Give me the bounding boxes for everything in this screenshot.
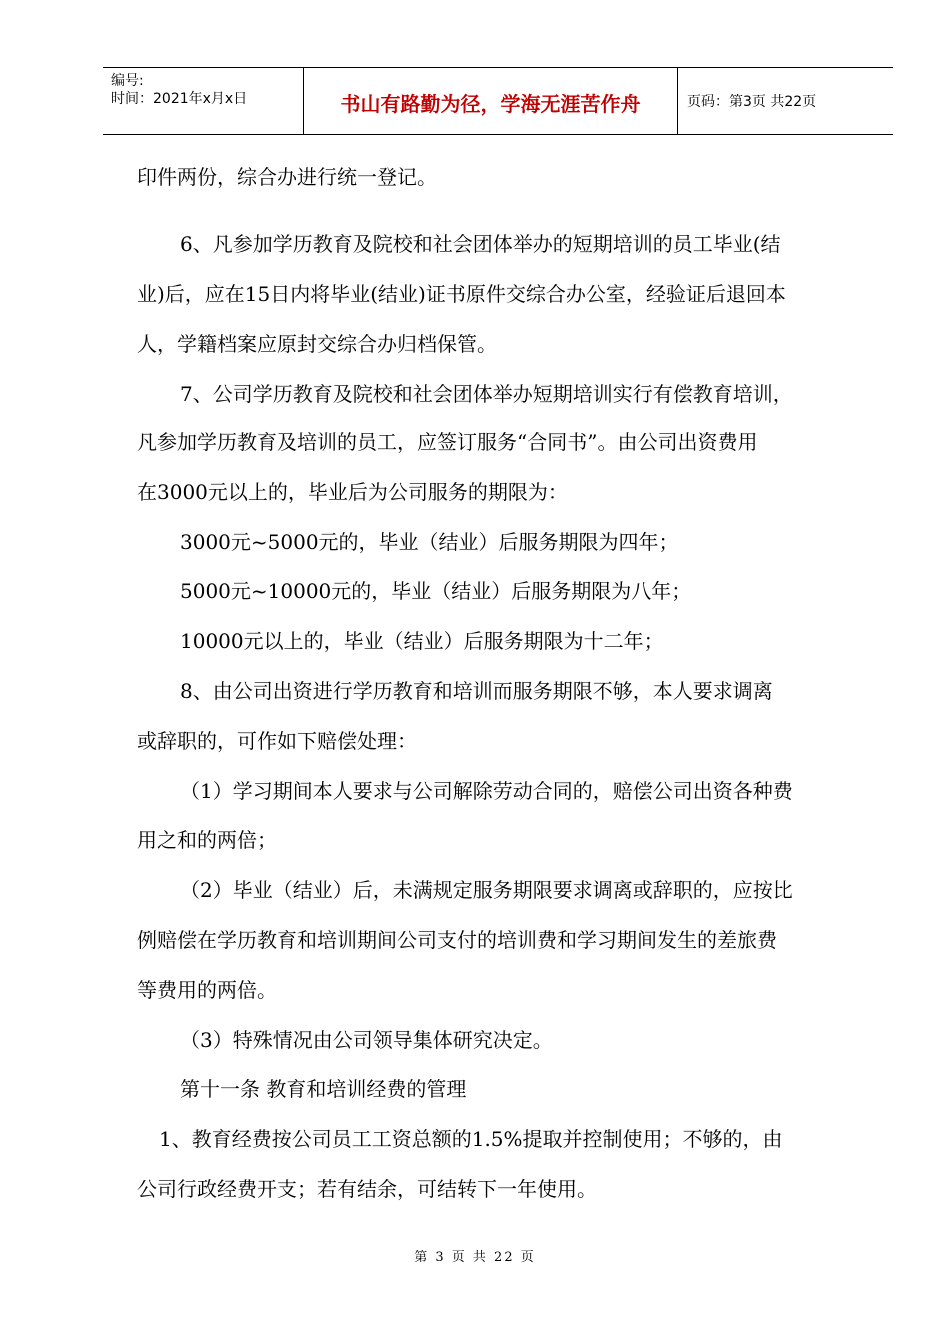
header-motto: 书山有路勤为径，学海无涯苦作舟 xyxy=(340,91,641,116)
body-line: 等费用的两倍。 xyxy=(137,978,277,1002)
body-line: 用之和的两倍； xyxy=(137,828,277,852)
header-page-cell xyxy=(678,68,893,134)
body-line: 凡参加学历教育及培训的员工，应签订服务“合同书”。由公司出资费用 xyxy=(137,430,758,454)
body-line: 5000元~10000元的，毕业（结业）后服务期限为八年； xyxy=(180,579,692,603)
body-line: （1）学习期间本人要求与公司解除劳动合同的，赔偿公司出资各种费 xyxy=(180,779,793,803)
body-line: 3000元~5000元的，毕业（结业）后服务期限为四年； xyxy=(180,530,679,554)
body-line: 在3000元以上的，毕业后为公司服务的期限为： xyxy=(137,480,568,504)
body-line: 公司行政经费开支；若有结余，可结转下一年使用。 xyxy=(137,1177,597,1201)
body-line: 8、由公司出资进行学历教育和培训而服务期限不够，本人要求调离 xyxy=(180,679,773,703)
header-meta-cell xyxy=(103,68,304,134)
body-line: 人，学籍档案应原封交综合办归档保管。 xyxy=(137,332,497,356)
page-footer: 第 3 页 共 22 页 xyxy=(414,1250,536,1265)
page-header xyxy=(103,67,893,135)
body-line: 业)后，应在15日内将毕业(结业)证书原件交综合办公室，经验证后退回本 xyxy=(137,282,786,306)
document-time-label: 时间：2021年x月x日 xyxy=(111,91,248,107)
header-page-code: 页码：第3页 共22页 xyxy=(687,94,817,110)
body-line: 1、教育经费按公司员工工资总额的1.5%提取并控制使用；不够的，由 xyxy=(159,1127,783,1151)
body-line: 印件两份，综合办进行统一登记。 xyxy=(137,165,437,189)
body-line: 例赔偿在学历教育和培训期间公司支付的培训费和学习期间发生的差旅费 xyxy=(137,928,777,952)
document-number-label: 编号: xyxy=(111,73,144,89)
body-line: （3）特殊情况由公司领导集体研究决定。 xyxy=(180,1028,553,1052)
body-line: 10000元以上的，毕业（结业）后服务期限为十二年； xyxy=(180,629,664,653)
section-heading: 第十一条 教育和培训经费的管理 xyxy=(180,1077,467,1101)
body-line: 6、凡参加学历教育及院校和社会团体举办的短期培训的员工毕业(结 xyxy=(180,232,781,256)
body-line: （2）毕业（结业）后，未满规定服务期限要求调离或辞职的，应按比 xyxy=(180,878,793,902)
body-line: 7、公司学历教育及院校和社会团体举办短期培训实行有偿教育培训， xyxy=(180,382,793,406)
header-motto-cell xyxy=(304,68,678,134)
body-line: 或辞职的，可作如下赔偿处理： xyxy=(137,729,417,753)
